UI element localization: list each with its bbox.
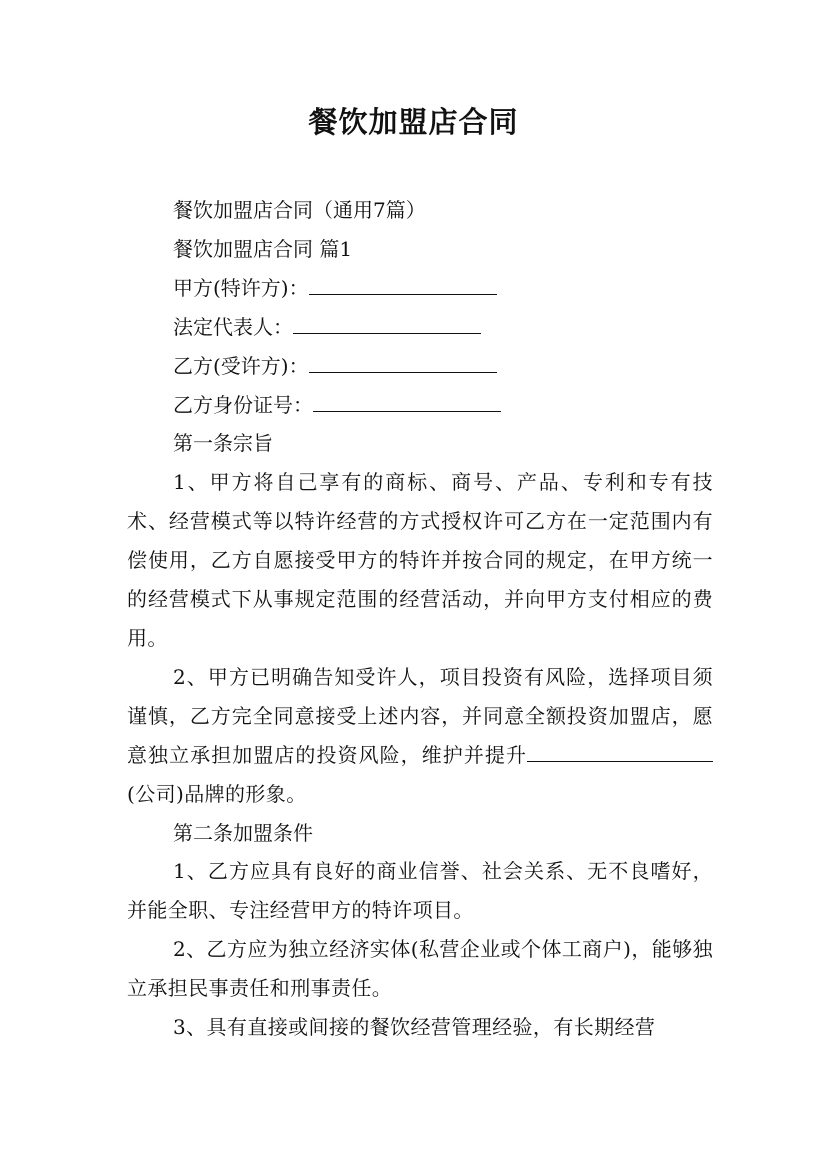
article-1-clause-2 [127, 658, 713, 814]
document-subtitle: 餐饮加盟店合同（通用7篇） [173, 198, 426, 222]
legal-rep-blank [293, 311, 481, 334]
party-b-id-label: 乙方身份证号： [173, 392, 313, 417]
party-a-field [127, 269, 713, 308]
brand-name-blank [527, 739, 713, 762]
article-2-clause-1: 1、乙方应具有良好的商业信誉、社会关系、无不良嗜好，并能全职、专注经营甲方的特许项目。 [127, 859, 713, 923]
part-heading: 餐饮加盟店合同 篇1 [173, 236, 353, 261]
party-a-label: 甲方(特许方)： [173, 275, 309, 300]
party-b-blank [309, 350, 497, 373]
party-a-blank [309, 272, 497, 295]
document-body [127, 191, 713, 1047]
article-1-clause-2-text: 2、甲方已明确告知受许人，项目投资有风险，选择项目须谨慎，乙方完全同意接受上述内容，并同意全额投资加盟店，愿意独立承担加盟店的投资风险，维护并提升 [127, 664, 713, 767]
party-b-id-field [127, 386, 713, 425]
party-b-field [127, 347, 713, 386]
document-title: 餐饮加盟店合同 [308, 105, 519, 139]
article-1-clause-2-tail: (公司)品牌的形象。 [127, 781, 307, 806]
article-1-heading: 第一条宗旨 [173, 431, 273, 456]
legal-rep-field [127, 308, 713, 347]
legal-rep-label: 法定代表人： [173, 314, 293, 339]
article-1-clause-1: 1、甲方将自己享有的商标、商号、产品、专利和专有技术、经营模式等以特许经营的方式授权许可乙方在一定范围内有偿使用，乙方自愿接受甲方的特许并按合同的规定，在甲方统一的经营模式下从事规定范围的经营活动，并向甲方支付相应的费用。 [127, 470, 713, 650]
article-2-clause-2: 2、乙方应为独立经济实体(私营企业或个体工商户)，能够独立承担民事责任和刑事责任。 [127, 937, 713, 1001]
party-b-id-blank [313, 389, 501, 412]
article-2-clause-3: 3、具有直接或间接的餐饮经营管理经验，有长期经营 [173, 1015, 656, 1040]
article-2-heading: 第二条加盟条件 [173, 820, 313, 845]
party-b-label: 乙方(受许方)： [173, 353, 309, 378]
